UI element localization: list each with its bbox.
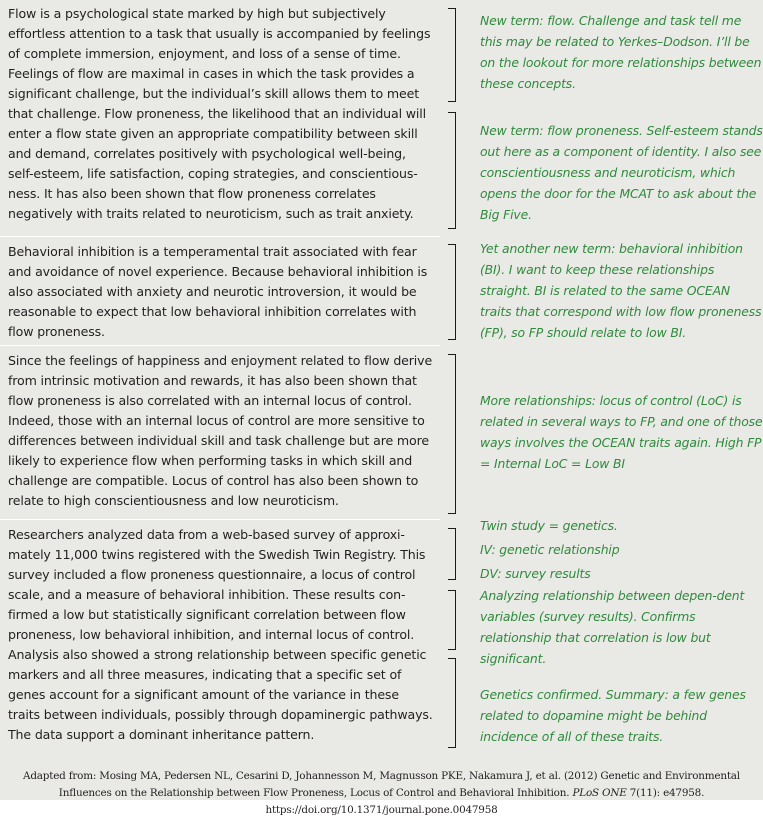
passage-paragraph-flow: Flow is a psychological state marked by high but subjectively effortless attention to a task that usually is accompanied by feelings of complete immersion, enjoyment, and loss of a sense of time. Feelings of flow are maximal in cases in which the task provides a significant challenge, but the individual’s skill allows them to meet that challenge. Flow proneness, the likelihood that an individual will enter a flow state given an appropriate compatibility between skill and demand, correlates positively with psychological well-being, self-esteem, life satisfaction, coping strategies, and conscientious-ness. It has also been shown that flow proneness correlates negatively with traits related to neuroticism, such as trait anxiety. (8, 6, 431, 221)
passage-paragraph-locus-of-control: Since the feelings of happiness and enjoyment related to flow derive from intrinsic motivation and rewards, it has also been shown that flow proneness is also correlated with an internal locus of control. Indeed, those with an internal locus of control are more sensitive to differences between individual skill and task challenge but are more likely to experience flow when performing tasks in which skill and challenge are compatible. Locus of control has also been shown to relate to high conscientiousness and low neuroticism. (8, 353, 433, 508)
citation-text: Adapted from: Mosing MA, Pedersen NL, Cesarini D, Johannesson M, Magnusson PKE, Nakamura J, et al. (2012) Genetic and Environmental Influences on the Relationship between Flow Proneness, Locus of Control and Behavioral Inhibition. (23, 770, 740, 799)
paragraph-divider (0, 345, 440, 346)
annotation-bracket (448, 112, 456, 229)
margin-note-genetics-summary: Genetics confirmed. Summary: a few genes related to dopamine might be behind incidence of all of these traits. (480, 687, 746, 744)
margin-note-flow: New term: flow. Challenge and task tell me this may be related to Yerkes–Dodson. I’ll be on the lookout for more relationships between these concepts. (480, 13, 762, 91)
margin-note-locus-of-control: More relationships: locus of control (LoC) is related in several ways to FP, and one of those ways involves the OCEAN traits again. High FP = Internal LoC = Low BI (480, 393, 763, 471)
annotation-bracket (448, 528, 456, 580)
annotation-bracket (448, 244, 456, 340)
passage-paragraph-behavioral-inhibition: Behavioral inhibition is a temperamental trait associated with fear and avoidance of novel experience. Because behavioral inhibition is also associated with anxiety and neurotic introversion, it would be reasonable to expect that low behavioral inhibition correlates with flow proneness. (8, 244, 428, 339)
paragraph-divider (0, 519, 440, 520)
margin-note-dependent-variable-analysis: Analyzing relationship between depen-dent variables (survey results). Confirms relationship that correlation is low but significant. (480, 588, 745, 666)
margin-note-flow-proneness: New term: flow proneness. Self-esteem stands out here as a component of identity. I also see conscientiousness and neuroticism, which opens the door for the MCAT to ask about the Big Five. (480, 123, 763, 222)
annotation-bracket (448, 658, 456, 748)
annotation-bracket (448, 590, 456, 650)
margin-note-twin-study: Twin study = genetics. (480, 518, 618, 533)
citation-reference: 7(11): e47958. https://doi.org/10.1371/journal.pone.0047958 (265, 787, 705, 816)
margin-note-independent-variable: IV: genetic relationship (480, 542, 620, 557)
source-citation (0, 768, 763, 819)
annotation-bracket (448, 354, 456, 514)
citation-journal: PLoS ONE (572, 787, 627, 799)
passage-paragraph-twin-study: Researchers analyzed data from a web-based survey of approxi-mately 11,000 twins registered with the Swedish Twin Registry. This survey included a flow proneness questionnaire, a locus of control scale, and a measure of behavioral inhibition. These results con-firmed a low but statistically significant correlation between flow proneness, low behavioral inhibition, and internal locus of control. Analysis also showed a strong relationship between specific genetic markers and all three measures, indicating that a specific set of genes account for a significant amount of the variance in these traits between individuals, possibly through dopaminergic pathways. The data support a dominant inheritance pattern. (8, 527, 433, 742)
annotation-bracket (448, 8, 456, 102)
margin-note-behavioral-inhibition: Yet another new term: behavioral inhibition (BI). I want to keep these relationships straight. BI is related to the same OCEAN traits that correspond with low flow proneness (FP), so FP should relate to low BI. (480, 241, 762, 340)
paragraph-divider (0, 236, 440, 237)
margin-note-dependent-variable: DV: survey results (480, 566, 591, 581)
